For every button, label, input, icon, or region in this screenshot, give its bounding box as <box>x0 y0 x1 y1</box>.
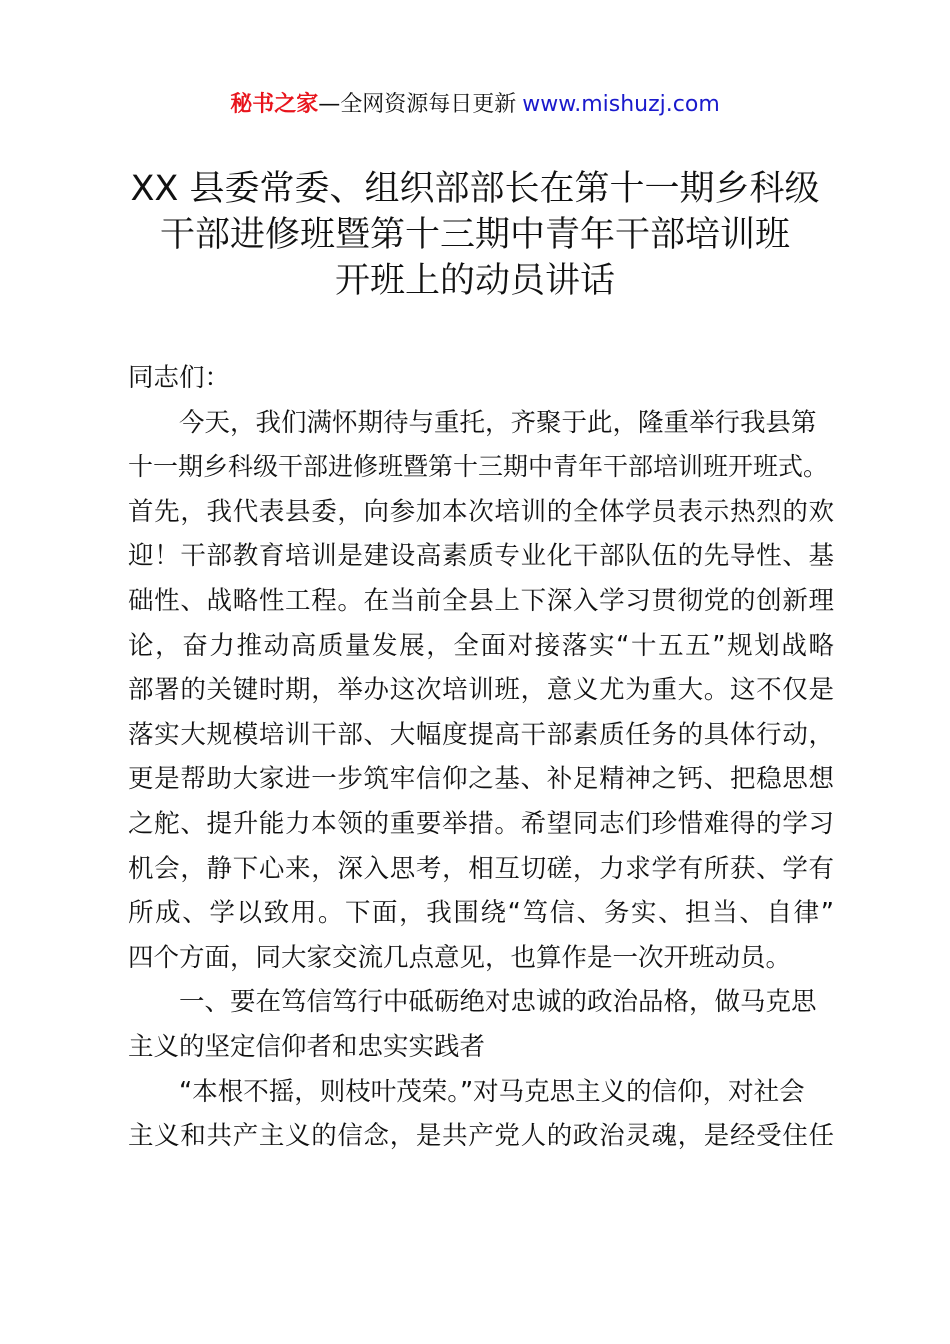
section-heading-line: 主义的坚定信仰者和忠实实践者 <box>128 1031 486 1062</box>
paragraph-line: 机会，静下心来，深入思考，相互切磋，力求学有所获、学有 <box>128 853 834 884</box>
salutation: 同志们： <box>128 363 231 393</box>
title-line: XX 县委常委、组织部部长在第十一期乡科级 <box>130 169 820 209</box>
document-body <box>128 356 834 1159</box>
paragraph-line: 部署的关键时期，举办这次培训班，意义尤为重大。这不仅是 <box>128 675 834 706</box>
paragraph-line: 论，奋力推动高质量发展，全面对接落实“十五五”规划战略 <box>128 630 834 661</box>
title-line: 干部进修班暨第十三期中青年干部培训班 <box>159 215 790 255</box>
brand-name: 秘书之家 <box>230 92 319 117</box>
header-tagline: —全网资源每日更新 <box>318 92 517 117</box>
paragraph-line: 十一期乡科级干部进修班暨第十三期中青年干部培训班开班式。 <box>128 452 829 482</box>
paragraph-line: “本根不摇，则枝叶茂荣。”对马克思主义的信仰，对社会 <box>179 1076 805 1107</box>
site-link[interactable]: www.mishuzj.com <box>522 92 720 117</box>
paragraph-line: 落实大规模培训干部、大幅度提高干部素质任务的具体行动， <box>128 719 834 750</box>
paragraph-line: 更是帮助大家进一步筑牢信仰之基、补足精神之钙、把稳思想 <box>128 764 834 795</box>
paragraph-line: 今天，我们满怀期待与重托，齐聚于此，隆重举行我县第 <box>179 407 817 438</box>
page-header <box>0 88 950 122</box>
document-title <box>80 166 870 304</box>
paragraph-line: 主义和共产主义的信念，是共产党人的政治灵魂，是经受住任 <box>128 1121 834 1152</box>
paragraph-line: 首先，我代表县委，向参加本次培训的全体学员表示热烈的欢 <box>128 496 834 527</box>
paragraph-line: 所成、学以致用。下面，我围绕“笃信、务实、担当、自律” <box>128 898 834 929</box>
section-heading-line: 一、要在笃信笃行中砥砺绝对忠诚的政治品格，做马克思 <box>179 987 817 1018</box>
paragraph-line: 础性、战略性工程。在当前全县上下深入学习贯彻党的创新理 <box>128 585 834 616</box>
paragraph-line: 之舵、提升能力本领的重要举措。希望同志们珍惜难得的学习 <box>128 808 834 839</box>
paragraph-line: 四个方面，同大家交流几点意见，也算作是一次开班动员。 <box>128 942 792 973</box>
title-line: 开班上的动员讲话 <box>334 261 615 301</box>
paragraph-line: 迎！干部教育培训是建设高素质专业化干部队伍的先导性、基 <box>128 541 834 572</box>
